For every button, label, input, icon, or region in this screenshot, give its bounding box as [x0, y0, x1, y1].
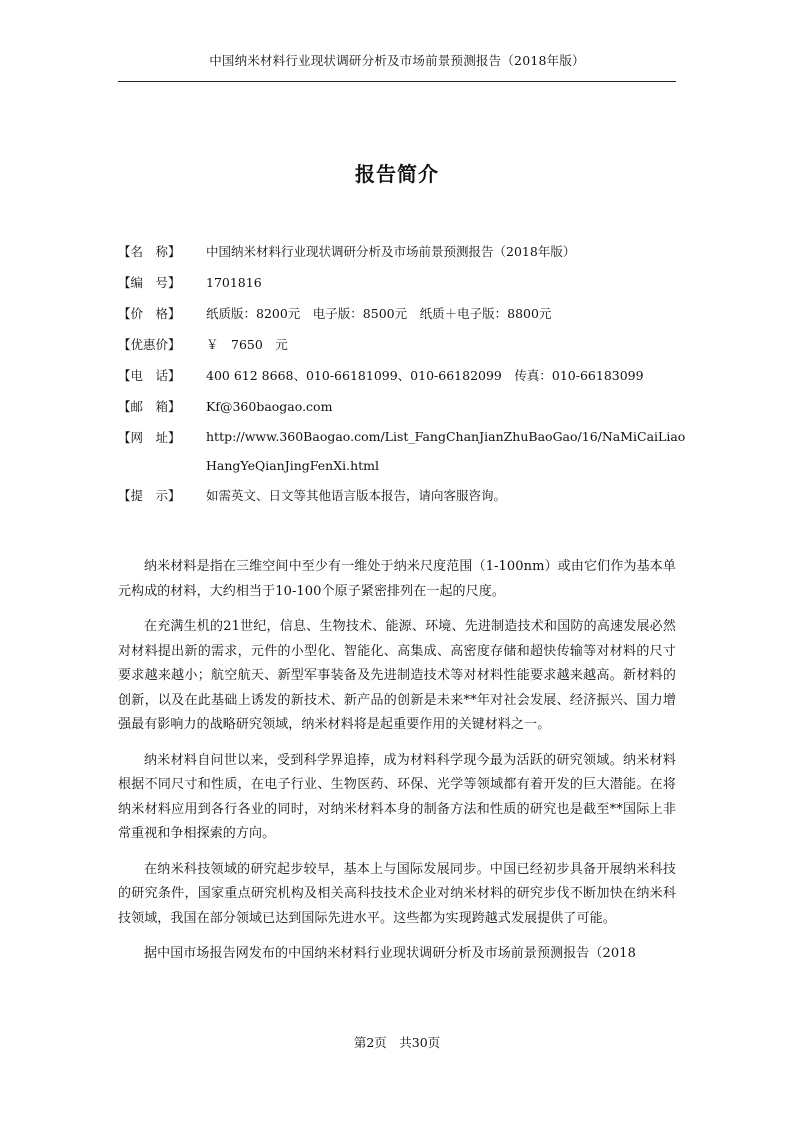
- info-label-discount: 【优惠价】: [118, 337, 181, 352]
- info-row-discount: [118, 329, 688, 360]
- info-value-email[interactable]: Kf@360baogao.com: [206, 399, 333, 414]
- info-value-discount: ￥ 7650 元: [206, 337, 288, 352]
- info-row-name: [118, 236, 688, 267]
- info-value-name: 中国纳米材料行业现状调研分析及市场前景预测报告（2018年版）: [206, 244, 576, 259]
- report-intro-body: [118, 555, 676, 978]
- info-row-code: [118, 267, 688, 298]
- paragraph: 在纳米科技领域的研究起步较早，基本上与国际发展同步。中国已经初步具备开展纳米科技的研究条件，国家重点研究机构及相关高科技技术企业对纳米材料的研究步伐不断加快在纳米科技领域，我国在部分领域已达到国际先进水平。这些都为实现跨越式发展提供了可能。: [118, 861, 676, 926]
- info-label-website: 【网 址】: [118, 430, 181, 445]
- info-row-phone: [118, 360, 688, 391]
- page-title: 报告简介: [355, 162, 439, 186]
- info-label-email: 【邮 箱】: [118, 399, 181, 414]
- info-row-email: [118, 391, 688, 422]
- paragraph: 纳米材料是指在三维空间中至少有一维处于纳米尺度范围（1-100nm）或由它们作为基本单元构成的材料，大约相当于10-100个原子紧密排列在一起的尺度。: [118, 559, 676, 599]
- report-info-table: [118, 236, 688, 511]
- info-value-code: 1701816: [206, 275, 262, 290]
- info-label-phone: 【电 话】: [118, 368, 181, 383]
- paragraph: 在充满生机的21世纪，信息、生物技术、能源、环境、先进制造技术和国防的高速发展必然对材料提出新的需求，元件的小型化、智能化、高集成、高密度存储和超快传输等对材料的尺寸要求越来越小；航空航天、新型军事装备及先进制造技术等对材料性能要求越来越高。新材料的创新，以及在此基础上诱发的新技术、新产品的创新是未来**年对社会发展、经济振兴、国力增强最有影响力的战略研究领域，纳米材料将是起重要作用的关键材料之一。: [118, 619, 676, 732]
- info-value-phone: 400 612 8668、010-66181099、010-66182099 传真：010-66183099: [206, 368, 644, 383]
- info-row-tip: [118, 480, 688, 511]
- info-label-price: 【价 格】: [118, 306, 181, 321]
- paragraph: 据中国市场报告网发布的中国纳米材料行业现状调研分析及市场前景预测报告（2018: [144, 946, 636, 961]
- info-label-code: 【编 号】: [118, 275, 181, 290]
- info-label-name: 【名 称】: [118, 244, 181, 259]
- info-value-tip: 如需英文、日文等其他语言版本报告，请向客服咨询。: [206, 488, 507, 503]
- running-header: 中国纳米材料行业现状调研分析及市场前景预测报告（2018年版）: [209, 53, 585, 68]
- info-row-website: [118, 422, 688, 480]
- info-value-price: 纸质版：8200元 电子版：8500元 纸质＋电子版：8800元: [206, 306, 552, 321]
- info-row-price: [118, 298, 688, 329]
- header-divider: [118, 81, 676, 82]
- page-number-footer: 第2页 共30页: [353, 1035, 441, 1050]
- info-label-tip: 【提 示】: [118, 488, 181, 503]
- info-value-website-link[interactable]: http://www.360Baogao.com/List_FangChanJianZhuBaoGao/16/NaMiCaiLiaoHangYeQianJingFenXi.html: [206, 429, 686, 473]
- paragraph: 纳米材料自问世以来，受到科学界追捧，成为材料科学现今最为活跃的研究领域。纳米材料根据不同尺寸和性质，在电子行业、生物医药、环保、光学等领域都有着开发的巨大潜能。在将纳米材料应用到各行各业的同时，对纳米材料本身的制备方法和性质的研究也是截至**国际上非常重视和争相探索的方向。: [118, 752, 676, 841]
